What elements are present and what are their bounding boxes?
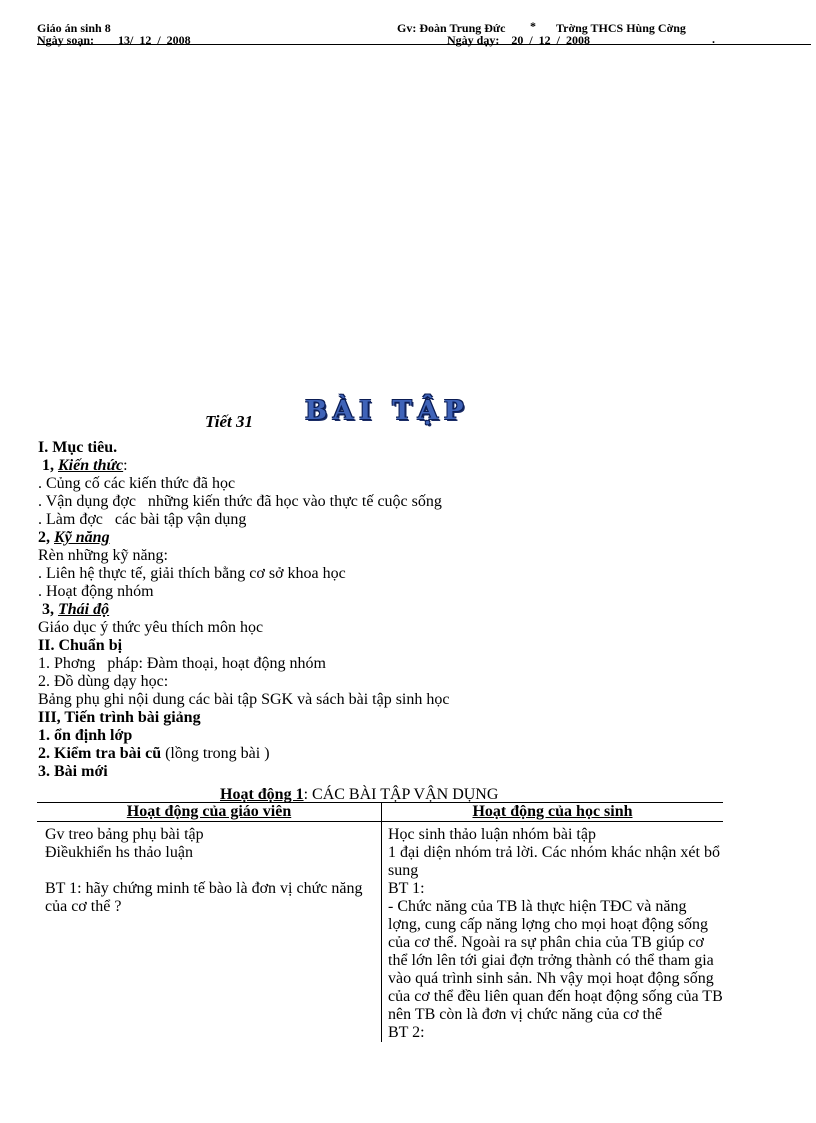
content-line (38, 745, 270, 763)
content-line (38, 727, 132, 745)
content-line-text: Kỹ năng (54, 529, 110, 546)
content-line-text: Giáo dục ý thức yêu thích môn học (38, 619, 264, 636)
lesson-period: Tiết 31 (205, 412, 253, 431)
teacher-line: Gv treo bảng phụ bài tập (45, 826, 204, 843)
content-line-text: Rèn những kỹ năng: (38, 547, 168, 564)
content-line-prefix: 3, (38, 601, 58, 618)
content-line (38, 583, 154, 601)
header-teach-date: Ngày dạy: 20 / 12 / 2008 (447, 33, 591, 47)
content-line-text: III, Tiến trình bài giảng (38, 709, 201, 726)
content-line (38, 565, 346, 583)
header-school: Trờng THCS Hùng Cờng (556, 21, 686, 35)
header-subject: Giáo án sinh 8 (37, 21, 111, 35)
header-prep-date: Ngày soạn: 13/ 12 / 2008 (37, 33, 191, 47)
content-line (38, 601, 109, 619)
content-line-suffix: (lồng trong bài ) (161, 745, 270, 762)
content-line (38, 673, 168, 691)
content-line-text: 1. ổn định lớp (38, 727, 133, 744)
content-line-prefix: 1, (38, 457, 58, 474)
teacher-line: Điềukhiển hs thảo luận (45, 844, 193, 861)
col-student-header: Hoạt động của học sinh (382, 803, 724, 822)
content-line-text: . Hoạt động nhóm (38, 583, 154, 600)
content-line-text: 2. Đồ dùng dạy học: (38, 673, 169, 690)
content-line (38, 511, 246, 529)
content-line-text: I. Mục tiêu. (38, 439, 118, 456)
header-divider (37, 44, 811, 45)
content-line-text: Thái độ (58, 601, 110, 618)
lesson-title-banner: BÀI TẬP (305, 396, 470, 426)
content-line (38, 691, 449, 709)
activity-label: Hoạt động 1 (220, 786, 304, 803)
content-line-text: Bảng phụ ghi nội dung các bài tập SGK và sách bài tập sinh học (38, 691, 450, 708)
content-line-text: . Làm đợc các bài tập vận dụng (38, 511, 247, 528)
content-line-text: Kiến thức (58, 457, 124, 474)
activity-name: : CÁC BÀI TẬP VẬN DỤNG (303, 786, 499, 803)
header-teacher: Gv: Đoàn Trung Đức (397, 21, 506, 35)
content-line (38, 619, 263, 637)
content-line (38, 763, 108, 781)
content-line (38, 709, 201, 727)
content-line-text: 3. Bài mới (38, 763, 108, 780)
content-line (38, 475, 235, 493)
header-bullet: * (530, 19, 536, 33)
student-line: - Chức năng của TB là thực hiện TĐC và năng lợng, cung cấp năng lợng cho mọi hoạt động sống của cơ thể. Ngoài ra sự phân chia của TB giúp cơ thể lớn lên tới giai đợn trởng thành có thể tham gia vào quá trình sinh sản. Nh vậy mọi hoạt động sống của cơ thể đều liên quan đến hoạt động sống của TB nên TB còn là đơn vị chức năng của cơ thể (388, 898, 723, 1023)
student-line: Học sinh thảo luận nhóm bài tập (388, 826, 596, 843)
col-teacher-header: Hoạt động của giáo viên (37, 803, 382, 822)
content-line-text: II. Chuẩn bị (38, 637, 123, 654)
teacher-activity-cell (37, 822, 382, 1043)
content-line-text: . Liên hệ thực tế, giải thích bằng cơ sở khoa học (38, 565, 346, 582)
header-dot: . (712, 32, 715, 46)
content-line-text: . Vận dụng đợc những kiến thức đã học vào thực tế cuộc sống (38, 493, 442, 510)
content-line (38, 493, 442, 511)
student-line: BT 2: (388, 1024, 425, 1041)
content-line-text: . Củng cố các kiến thức đã học (38, 475, 236, 492)
content-line (38, 529, 110, 547)
activity-table (37, 802, 723, 1042)
content-line (38, 439, 117, 457)
content-line-text: 2. Kiểm tra bài cũ (38, 745, 162, 762)
student-line: 1 đại diện nhóm trả lời. Các nhóm khác nhận xét bổ sung (388, 844, 720, 879)
teacher-line (45, 862, 381, 880)
content-line-suffix: : (123, 457, 128, 474)
content-line (38, 547, 168, 565)
teacher-line: BT 1: hãy chứng minh tế bào là đơn vị chức năng của cơ thể ? (45, 880, 363, 915)
student-line: BT 1: (388, 880, 425, 897)
student-activity-cell (382, 822, 724, 1043)
content-line-prefix: 2, (38, 529, 54, 546)
content-line-text: 1. Phơng pháp: Đàm thoại, hoạt động nhóm (38, 655, 326, 672)
content-line (38, 637, 122, 655)
content-line (38, 457, 128, 475)
content-line (38, 655, 326, 673)
